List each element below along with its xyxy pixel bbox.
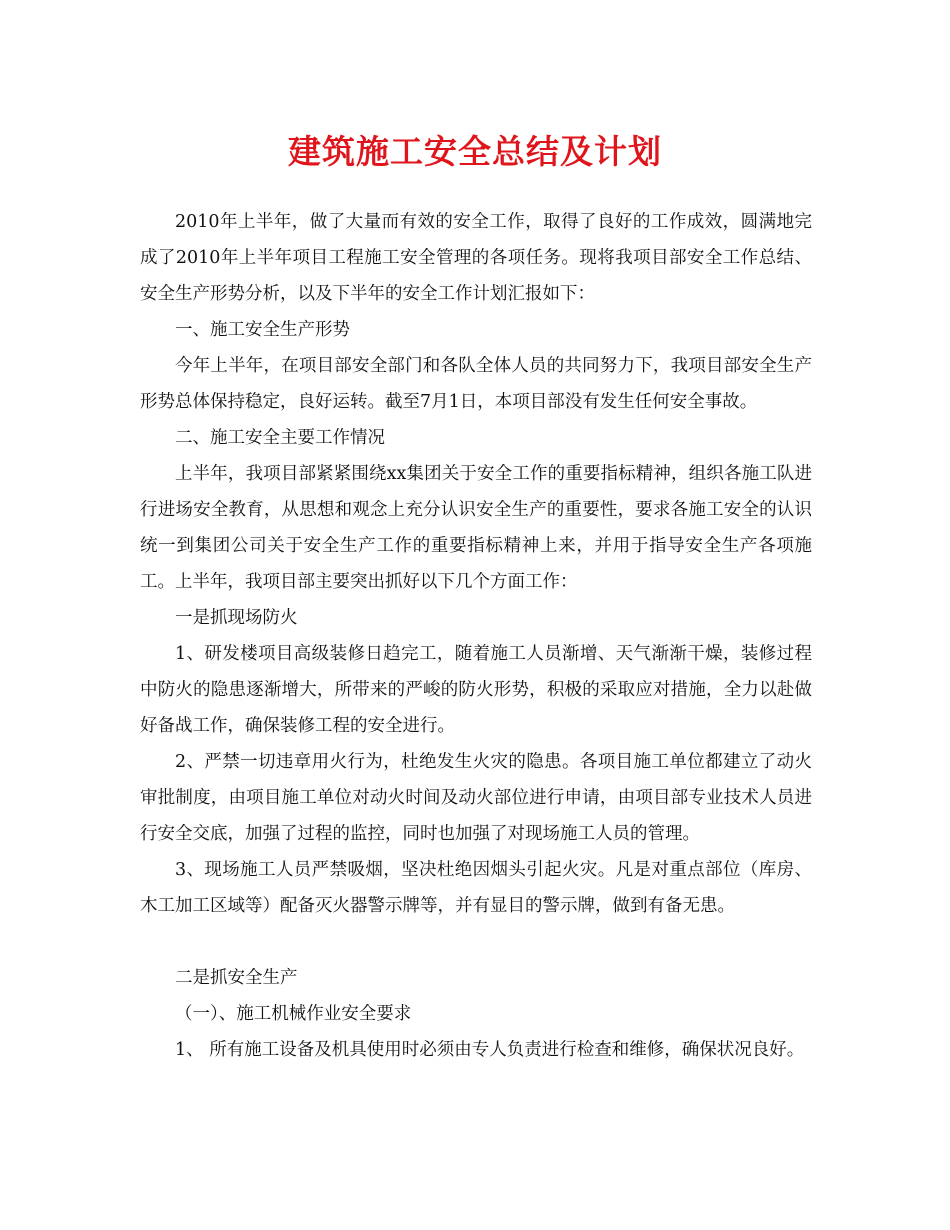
fire-item-2: 2、严禁一切违章用火行为，杜绝发生火灾的隐患。各项目施工单位都建立了动火审批制度，由项目施工单位对动火时间及动火部位进行申请，由项目部专业技术人员进行安全交底，加强了过程的监控，同时也加强了对现场施工人员的管理。 [140,752,812,844]
fire-item-1: 1、研发楼项目高级装修日趋完工，随着施工人员渐增、天气渐渐干燥，装修过程中防火的隐患逐渐增大，所带来的严峻的防火形势，积极的采取应对措施，全力以赴做好备战工作，确保装修工程的安全进行。 [140,644,812,736]
section-heading-1: 一、施工安全生产形势 [175,320,350,340]
machinery-item-1: 1、 所有施工设备及机具使用时必须由专人负责进行检查和维修，确保状况良好。 [175,1040,805,1060]
fire-item-3: 3、现场施工人员严禁吸烟，坚决杜绝因烟头引起火灾。凡是对重点部位（库房、木工加工区域等）配备灭火器警示牌等，并有显目的警示牌，做到有备无患。 [140,860,812,916]
subheading-fire-prevention: 一是抓现场防火 [175,608,298,628]
section-heading-2: 二、施工安全主要工作情况 [175,428,385,448]
subheading-machinery: （一）、施工机械作业安全要求 [175,1004,412,1024]
subheading-safe-production: 二是抓安全生产 [175,968,298,988]
document-title: 建筑施工安全总结及计划 [288,132,662,171]
document-body [140,204,812,1068]
section-1-paragraph: 今年上半年，在项目部安全部门和各队全体人员的共同努力下，我项目部安全生产形势总体保持稳定，良好运转。截至7月1日，本项目部没有发生任何安全事故。 [140,356,812,412]
section-2-paragraph: 上半年，我项目部紧紧围绕xx集团关于安全工作的重要指标精神，组织各施工队进行进场安全教育，从思想和观念上充分认识安全生产的重要性，要求各施工安全的认识统一到集团公司关于安全生产工作的重要指标精神上来，并用于指导安全生产各项施工。上半年，我项目部主要突出抓好以下几个方面工作： [140,464,812,592]
intro-paragraph: 2010年上半年，做了大量而有效的安全工作，取得了良好的工作成效，圆满地完成了2010年上半年项目工程施工安全管理的各项任务。现将我项目部安全工作总结、安全生产形势分析，以及下半年的安全工作计划汇报如下： [140,212,812,304]
